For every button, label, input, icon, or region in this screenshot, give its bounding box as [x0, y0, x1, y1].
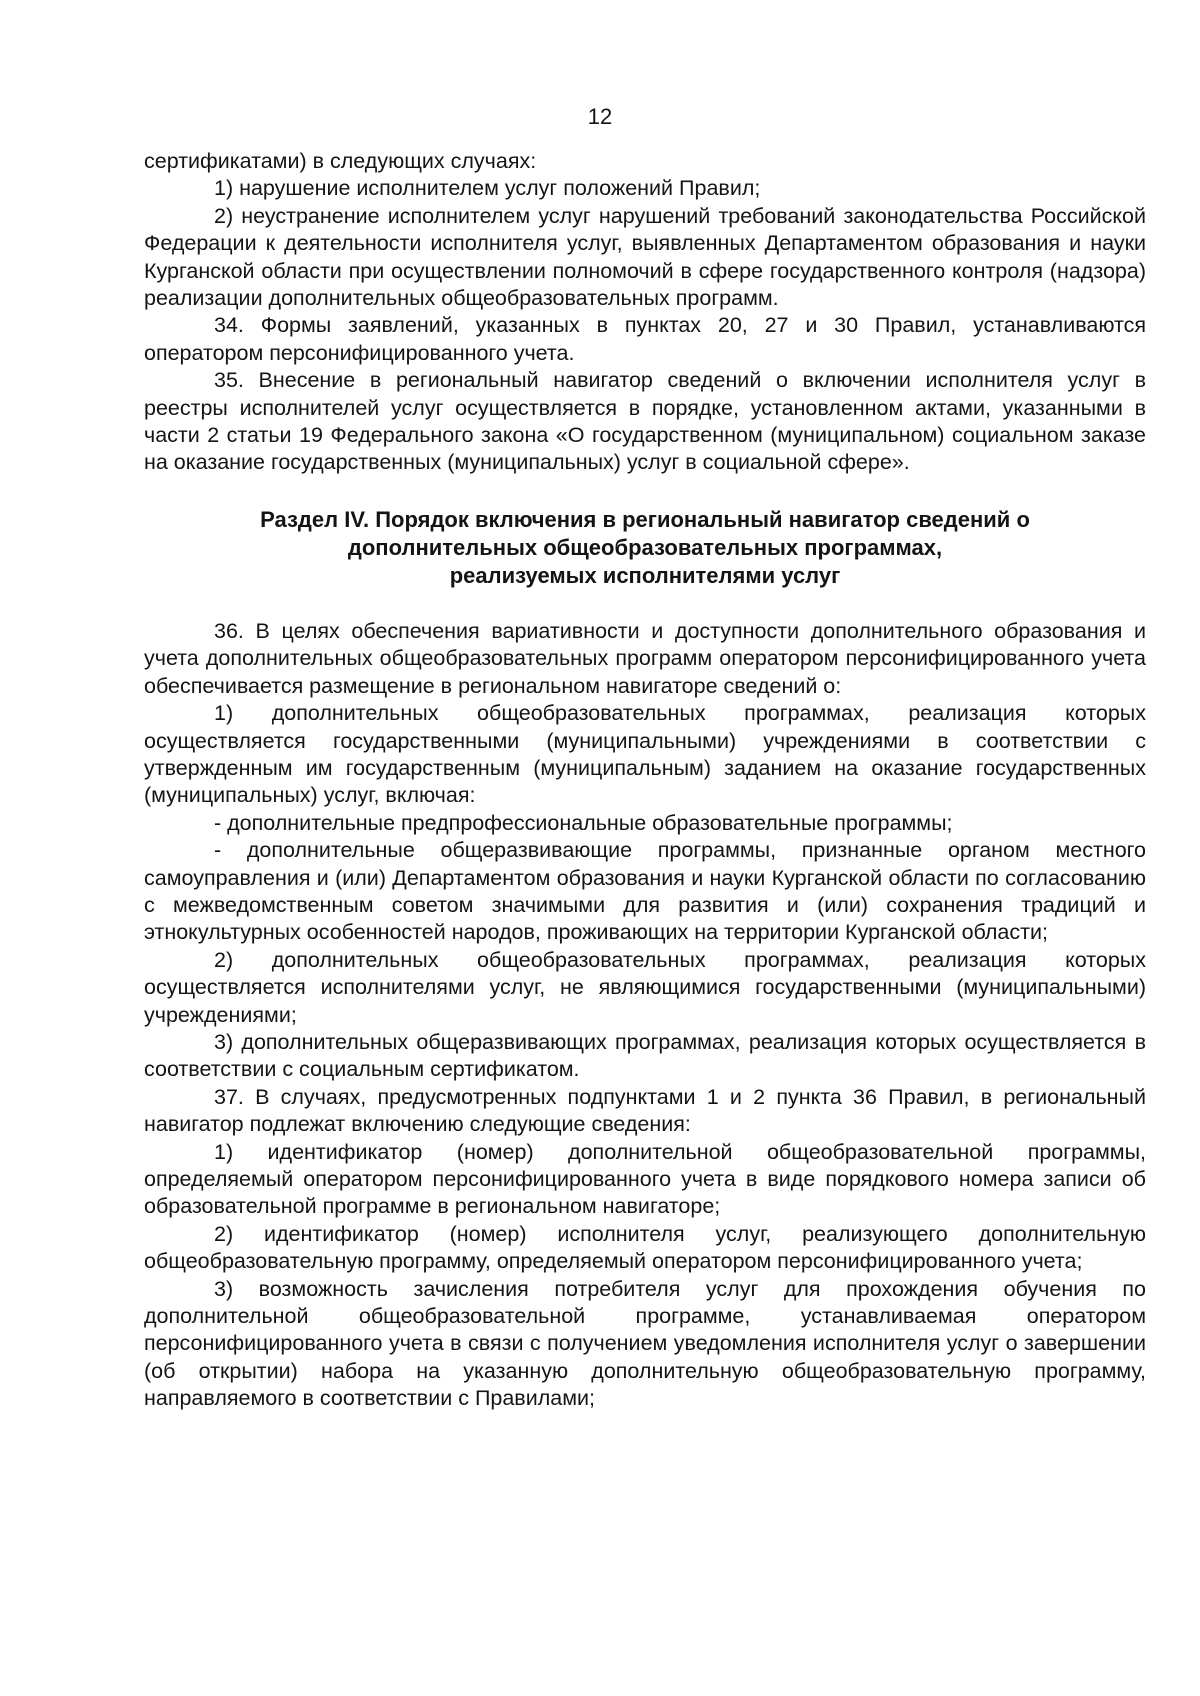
paragraph: 3) возможность зачисления потребителя услуг для прохождения обучения по дополнительной общеобразовательной программе, устанавливаемая оператором персонифицированного учета в связи с получением уведомления исполнителя услуг о завершении (об открытии) набора на указанную дополнительную общеобразовательную программу, направляемого в соответствии с Правилами; [144, 1276, 1146, 1411]
page-number: 12 [587, 104, 613, 129]
document-body [144, 148, 1146, 1413]
paragraph: - дополнительные общеразвивающие программы, признанные органом местного самоуправления и (или) Департаментом образования и науки Курганской области по согласованию с межведомственным советом значимыми для развития и (или) сохранения традиций и этнокультурных особенностей народов, проживающих на территории Курганской области; [144, 838, 1146, 945]
paragraph: 36. В целях обеспечения вариативности и доступности дополнительного образования и учета дополнительных общеобразовательных программ оператором персонифицированного учета обеспечивается размещение в региональном навигаторе сведений о: [144, 618, 1146, 698]
paragraph: 2) дополнительных общеобразовательных программах, реализация которых осуществляется исполнителями услуг, не являющимися государственными (муниципальными) учреждениями; [144, 947, 1146, 1027]
paragraph-block-section-iv [144, 618, 1146, 1413]
paragraph: 2) идентификатор (номер) исполнителя услуг, реализующего дополнительную общеобразовательную программу, определяемый оператором персонифицированного учета; [144, 1221, 1146, 1274]
paragraph: 1) нарушение исполнителем услуг положений Правил; [214, 176, 761, 201]
paragraph: 1) дополнительных общеобразовательных программах, реализация которых осуществляется государственными (муниципальными) учреждениями в соответствии с утвержденным им государственным (муниципальным) заданием на оказание государственных (муниципальных) услуг, включая: [144, 701, 1146, 808]
paragraph: 34. Формы заявлений, указанных в пунктах 20, 27 и 30 Правил, устанавливаются оператором персонифицированного учета. [144, 313, 1146, 365]
paragraph: сертификатами) в следующих случаях: [144, 149, 537, 173]
paragraph: 37. В случаях, предусмотренных подпунктами 1 и 2 пункта 36 Правил, в региональный навигатор подлежат включению следующие сведения: [144, 1084, 1146, 1137]
section-heading-line: дополнительных общеобразовательных программах, [347, 534, 943, 560]
section-heading [144, 506, 1146, 590]
paragraph: 2) неустранение исполнителем услуг нарушений требований законодательства Российской Федерации к деятельности исполнителя услуг, выявленных Департаментом образования и науки Курганской области при осуществлении полномочий в сфере государственного контроля (надзора) реализации дополнительных общеобразовательных программ. [144, 203, 1146, 311]
section-heading-line: Раздел IV. Порядок включения в региональный навигатор сведений о [260, 506, 1030, 532]
paragraph: 3) дополнительных общеразвивающих программах, реализация которых осуществляется в соответствии с социальным сертификатом. [144, 1029, 1146, 1082]
paragraph: - дополнительные предпрофессиональные образовательные программы; [214, 810, 953, 835]
paragraph: 1) идентификатор (номер) дополнительной общеобразовательной программы, определяемый оператором персонифицированного учета в виде порядкового номера записи об образовательной программе в региональном навигаторе; [144, 1139, 1146, 1219]
paragraph: 35. Внесение в региональный навигатор сведений о включении исполнителя услуг в реестры исполнителей услуг осуществляется в порядке, установленном актами, указанными в части 2 статьи 19 Федерального закона «О государственном (муниципальном) социальном заказе на оказание государственных (муниципальных) услуг в социальной сфере». [144, 368, 1146, 475]
paragraph-block-before-section [144, 148, 1146, 477]
section-heading-line: реализуемых исполнителями услуг [449, 562, 841, 588]
